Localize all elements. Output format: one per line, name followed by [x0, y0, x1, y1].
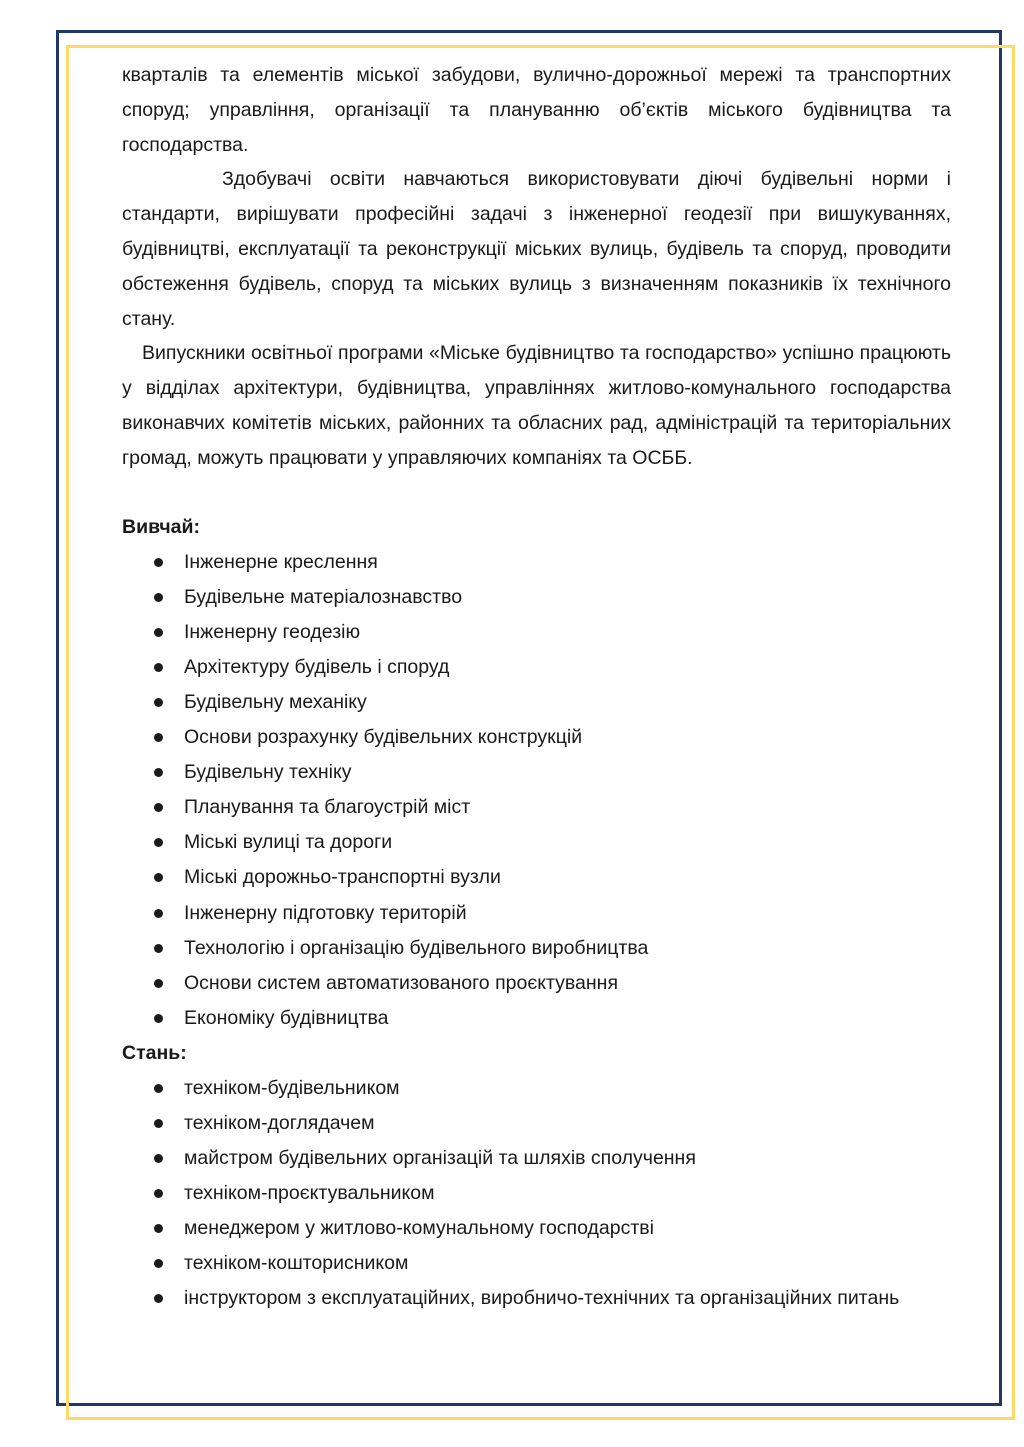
study-heading: Вивчай: — [122, 515, 200, 538]
list-item — [122, 1281, 951, 1316]
list-item-text: Технологію і організацію будівельного виробництва — [184, 936, 649, 959]
list-item-text: майстром будівельних організацій та шляхів сполучення — [184, 1147, 696, 1170]
document-body — [122, 58, 951, 1317]
list-item — [122, 1141, 951, 1176]
list-item — [122, 825, 951, 860]
list-item-text: Будівельну механіку — [184, 690, 367, 713]
list-item — [122, 1246, 951, 1281]
list-item — [122, 790, 951, 825]
bullet-icon — [154, 1014, 163, 1023]
list-item-text: Планування та благоустрій міст — [184, 796, 471, 819]
list-item-text: Будівельну техніку — [184, 761, 352, 784]
become-heading: Стань: — [122, 1041, 187, 1064]
list-item-text: Міські дорожньо-транспортні вузли — [184, 866, 501, 889]
bullet-icon — [154, 733, 163, 742]
bullet-icon — [154, 768, 163, 777]
bullet-icon — [154, 698, 163, 707]
bullet-icon — [154, 628, 163, 637]
bullet-icon — [154, 663, 163, 672]
bullet-icon — [154, 1259, 163, 1268]
intro-paragraph-2: Здобувачі освіти навчаються використовувати діючі будівельні норми і стандарти, вирішувати професійні задачі з інженерної геодезії при вишукуваннях, будівництві, експлуатації та реконструкції міських вулиць, будівель та споруд, проводити обстеження будівель, споруд та міських вулиць з визначенням показників їх технічного стану. — [122, 168, 951, 330]
become-list — [122, 1071, 951, 1317]
list-item-text: Інженерну підготовку територій — [184, 901, 467, 924]
list-item-text: техніком-проєктувальником — [184, 1182, 435, 1205]
list-item — [122, 1071, 951, 1106]
section-spacer — [122, 476, 951, 510]
intro-paragraph-3: Випускники освітньої програми «Міське будівництво та господарство» успішно працюють у відділах архітектури, будівництва, управліннях житлово-комунального господарства виконавчих комітетів міських, районних та обласних рад, адміністрацій та територіальних громад, можуть працювати у управляючих компаніях та ОСББ. — [122, 342, 951, 469]
list-item-text: Інженерне креслення — [184, 550, 378, 573]
list-item-text: Інженерну геодезію — [184, 620, 361, 643]
list-item-text: Основи систем автоматизованого проєктування — [184, 971, 618, 994]
bullet-icon — [154, 1189, 163, 1198]
bullet-icon — [154, 1154, 163, 1163]
bullet-icon — [154, 558, 163, 567]
list-item — [122, 1176, 951, 1211]
list-item-text: менеджером у житлово-комунальному господарстві — [184, 1217, 654, 1240]
bullet-icon — [154, 944, 163, 953]
bullet-icon — [154, 979, 163, 988]
bullet-icon — [154, 1224, 163, 1233]
list-item — [122, 650, 951, 685]
bullet-icon — [154, 838, 163, 847]
list-item-text: Будівельне матеріалознавство — [184, 585, 463, 608]
list-item-text: Економіку будівництва — [184, 1006, 389, 1029]
list-item — [122, 931, 951, 966]
bullet-icon — [154, 909, 163, 918]
list-item — [122, 1106, 951, 1141]
list-item-text: техніком-будівельником — [184, 1076, 400, 1099]
bullet-icon — [154, 1084, 163, 1093]
bullet-icon — [154, 593, 163, 602]
list-item — [122, 1001, 951, 1036]
list-item — [122, 860, 951, 895]
list-item — [122, 580, 951, 615]
list-item — [122, 896, 951, 931]
list-item — [122, 966, 951, 1001]
list-item — [122, 720, 951, 755]
list-item — [122, 545, 951, 580]
intro-paragraph-1: кварталів та елементів міської забудови, вулично-дорожньої мережі та транспортних споруд; управління, організації та плануванню об’єктів міського будівництва та господарства. — [122, 64, 951, 156]
bullet-icon — [154, 803, 163, 812]
study-list — [122, 545, 951, 1036]
list-item — [122, 615, 951, 650]
list-item — [122, 685, 951, 720]
list-item-text: Основи розрахунку будівельних конструкцій — [184, 726, 583, 749]
bullet-icon — [154, 1119, 163, 1128]
list-item — [122, 1211, 951, 1246]
list-item-text: інструктором з експлуатаційних, виробничо-технічних та організаційних питань — [184, 1287, 900, 1310]
bullet-icon — [154, 1294, 163, 1303]
list-item — [122, 755, 951, 790]
list-item-text: техніком-доглядачем — [184, 1111, 375, 1134]
list-item-text: техніком-кошторисником — [184, 1252, 409, 1275]
list-item-text: Архітектуру будівель і споруд — [184, 655, 450, 678]
bullet-icon — [154, 873, 163, 882]
list-item-text: Міські вулиці та дороги — [184, 831, 393, 854]
